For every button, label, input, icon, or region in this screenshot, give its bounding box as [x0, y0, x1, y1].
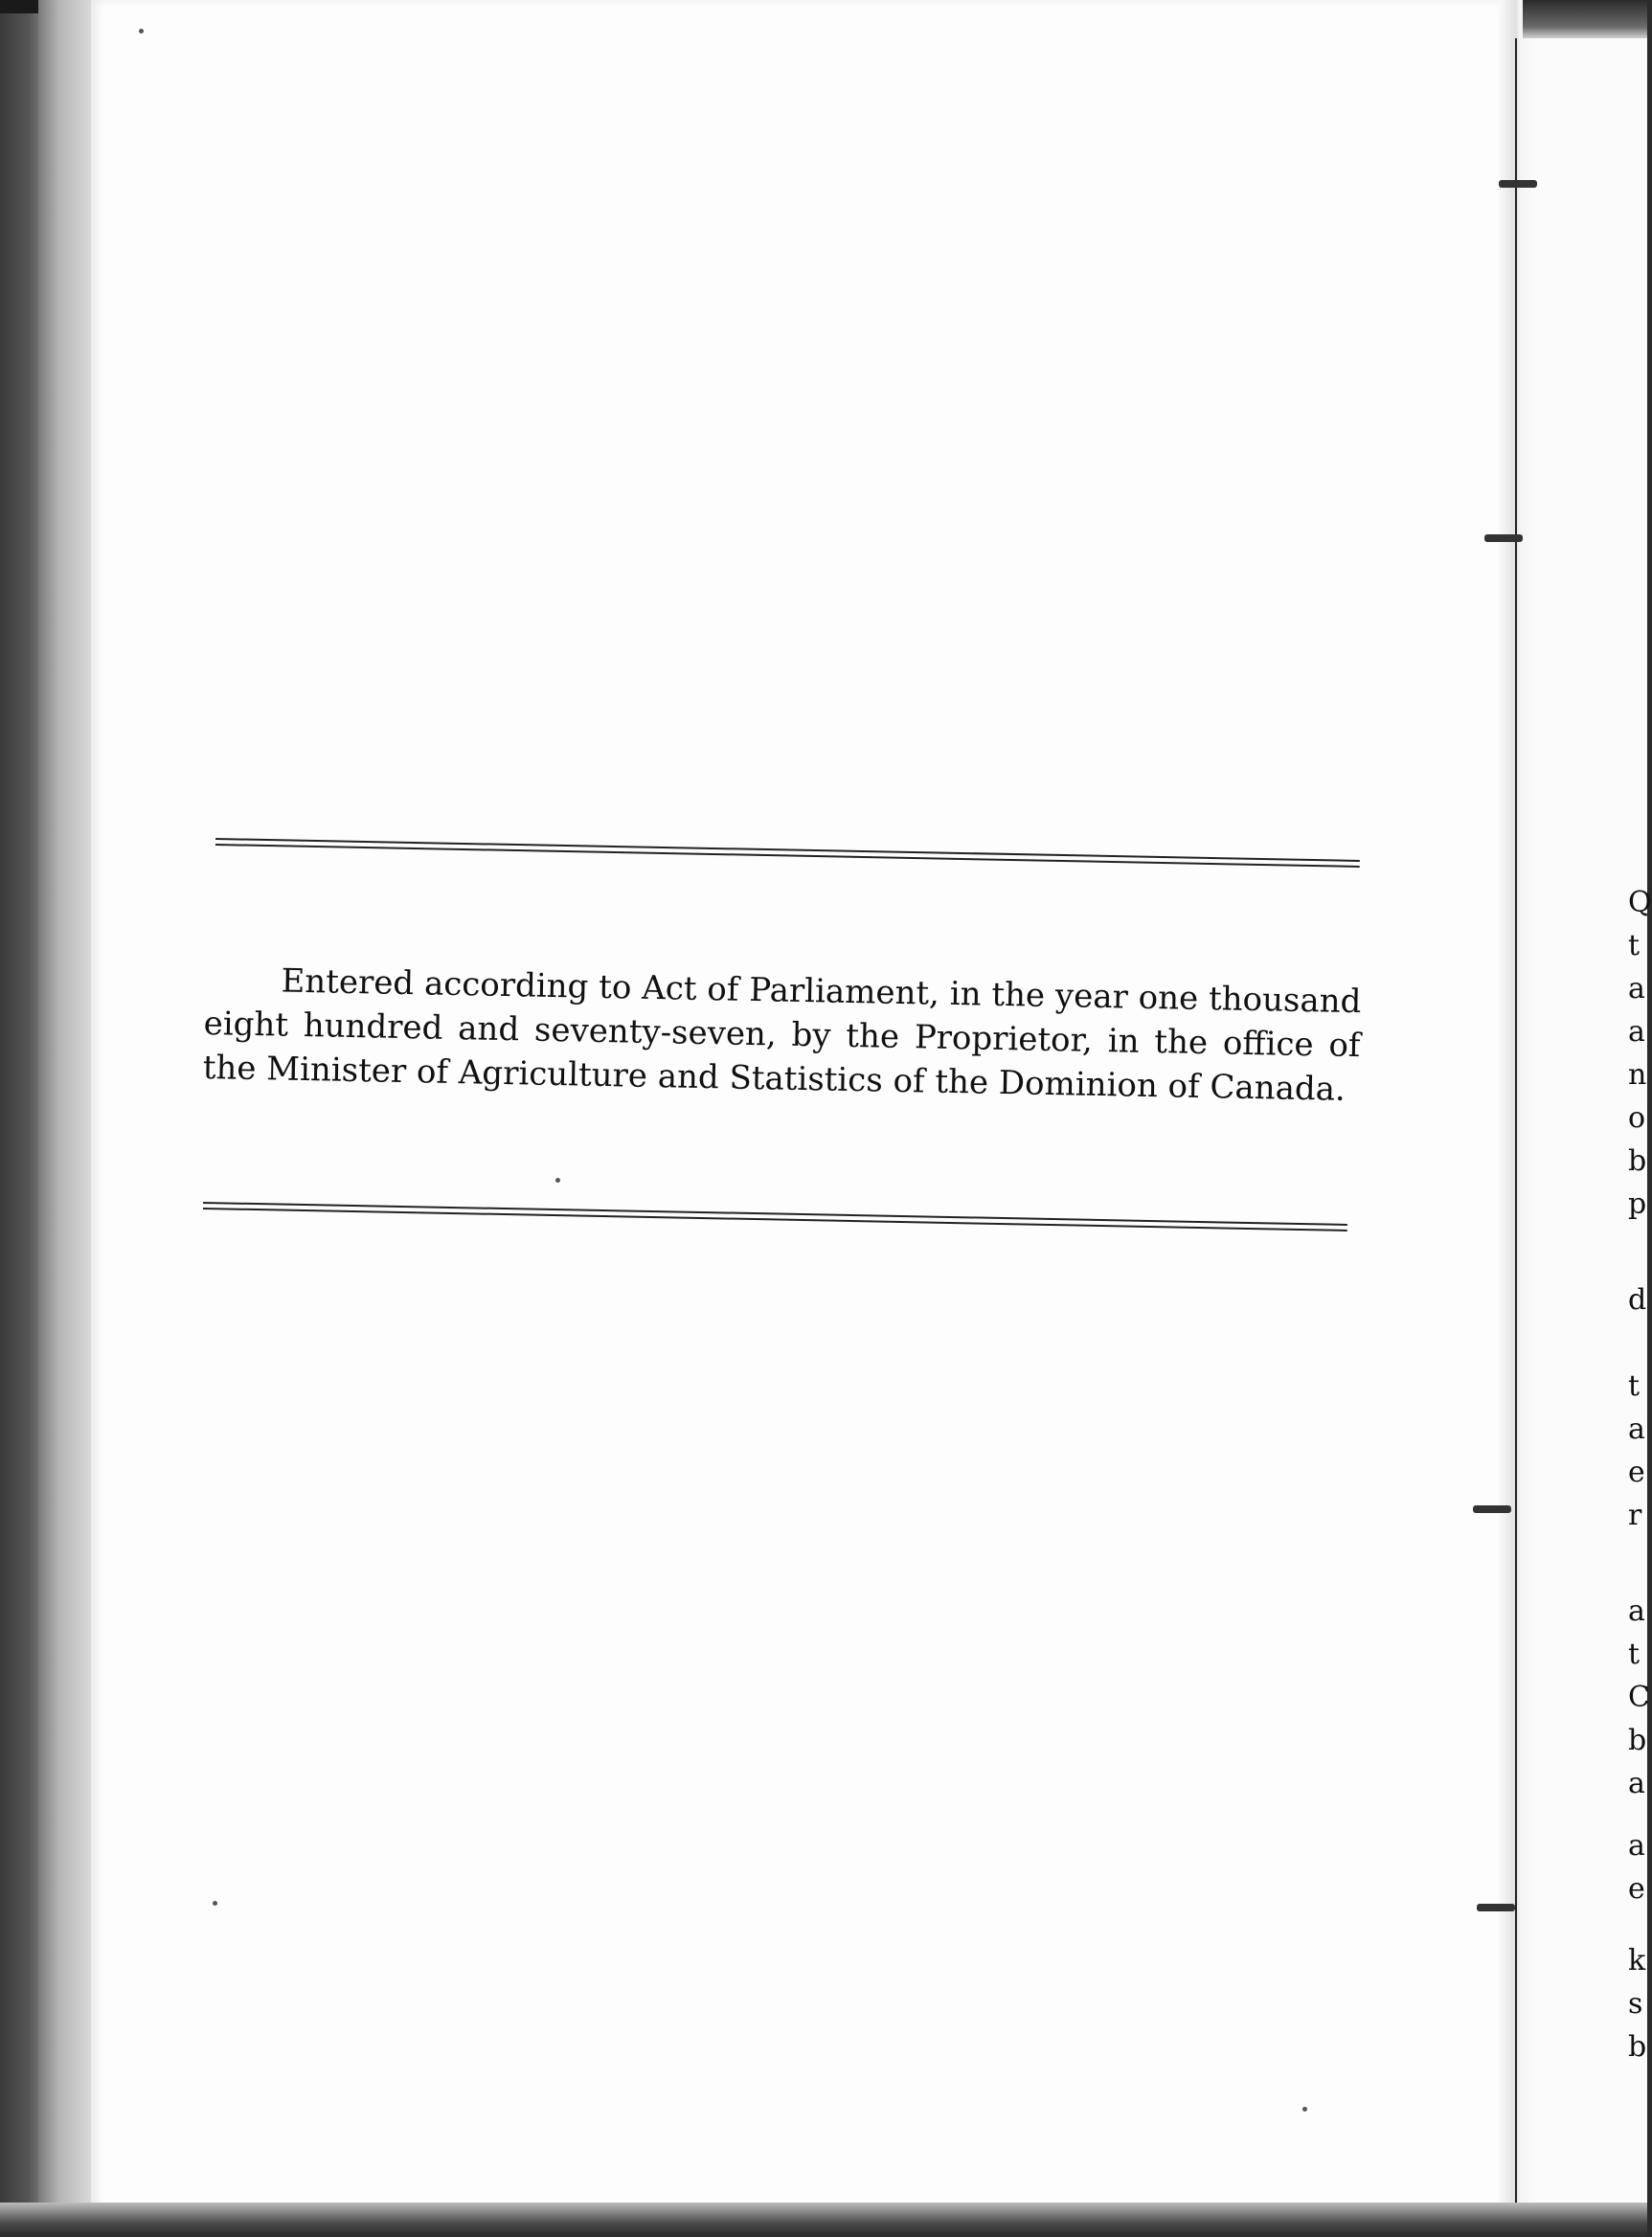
facing-page-fragment: a: [1628, 972, 1645, 1006]
binding-thread-line: [1515, 38, 1517, 2212]
facing-page-fragment: a: [1628, 1015, 1645, 1049]
facing-page-fragment: d: [1628, 1283, 1647, 1317]
facing-page-fragment: k: [1628, 1944, 1646, 1977]
binding-stitch: [1473, 1505, 1511, 1513]
facing-page-fragment: Q: [1628, 886, 1652, 919]
binding-stitch: [1499, 180, 1537, 188]
left-page: [91, 0, 1499, 2237]
book-edge: [38, 0, 91, 2237]
facing-page-fragment: b: [1628, 1724, 1647, 1757]
book-gutter: [1499, 0, 1537, 2237]
facing-page-top-shadow: [1523, 0, 1647, 38]
facing-page-fragment: e: [1628, 1456, 1645, 1489]
scan-bottom-border: [0, 2203, 1647, 2237]
facing-page-fragment: a: [1628, 1412, 1645, 1446]
facing-page-fragment: o: [1628, 1101, 1646, 1135]
facing-page-fragment: a: [1628, 1767, 1645, 1800]
scan-speck: [555, 1178, 560, 1183]
binding-stitch: [1484, 534, 1523, 542]
facing-page-fragment: s: [1628, 1987, 1643, 2021]
scan-speck: [213, 1901, 217, 1906]
facing-page-fragment: b: [1628, 2030, 1647, 2064]
facing-page-fragment: a: [1628, 1829, 1645, 1863]
binding-stitch: [1477, 1904, 1515, 1911]
facing-page-fragment: a: [1628, 1594, 1645, 1628]
facing-page-fragment: b: [1628, 1144, 1647, 1178]
copyright-notice: Entered according to Act of Parliament, in the year one thousand eight hundred and seventy-seven, by the Proprietor, in the office of the Minister of Agriculture and Statistics of the Dominion of Canada.: [202, 961, 1362, 1109]
facing-page-fragment: r: [1628, 1499, 1642, 1532]
facing-page-fragment: C: [1628, 1681, 1650, 1714]
scan-speck: [1302, 2107, 1307, 2112]
facing-page-fragment: e: [1628, 1872, 1645, 1906]
facing-page-fragment: n: [1628, 1058, 1647, 1092]
facing-page-fragment: t: [1628, 1638, 1641, 1671]
facing-page-fragment: p: [1628, 1187, 1647, 1221]
facing-page-fragment: t: [1628, 1369, 1641, 1403]
scan-speck: [139, 29, 144, 34]
facing-page-fragment: t: [1628, 929, 1641, 962]
